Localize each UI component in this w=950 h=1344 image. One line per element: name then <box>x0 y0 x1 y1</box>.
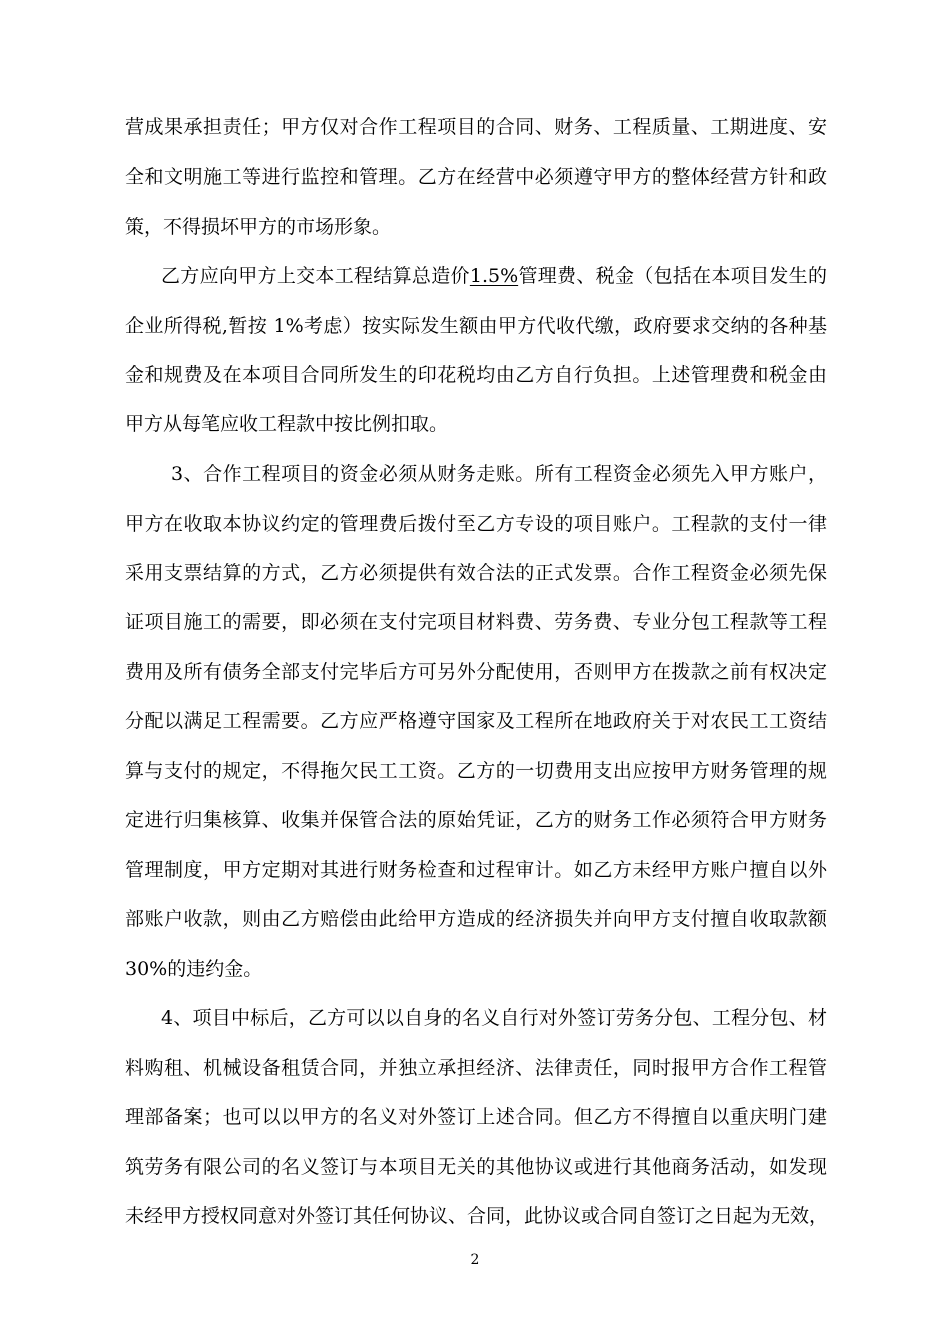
text-segment: 管理费、税金（包括在本项目发生的 <box>518 265 827 287</box>
text-line: 筑劳务有限公司的名义签订与本项目无关的其他协议或进行其他商务活动，如发现 <box>125 1156 827 1178</box>
text-line: 策，不得损坏甲方的市场形象。 <box>125 216 392 238</box>
text-line: 定进行归集核算、收集并保管合法的原始凭证，乙方的财务工作必须符合甲方财务 <box>125 809 827 831</box>
text-line: 营成果承担责任；甲方仅对合作工程项目的合同、财务、工程质量、工期进度、安 <box>125 116 827 138</box>
text-line: 甲方从每笔应收工程款中按比例扣取。 <box>125 413 449 435</box>
text-line: 全和文明施工等进行监控和管理。乙方在经营中必须遵守甲方的整体经营方针和政 <box>125 166 827 188</box>
text-line: 采用支票结算的方式，乙方必须提供有效合法的正式发票。合作工程资金必须先保 <box>125 562 827 584</box>
text-line <box>161 264 827 288</box>
text-line: 4、项目中标后，乙方可以以自身的名义自行对外签订劳务分包、工程分包、材 <box>161 1007 827 1029</box>
text-line: 分配以满足工程需要。乙方应严格遵守国家及工程所在地政府关于对农民工工资结 <box>125 710 827 732</box>
text-line: 3、合作工程项目的资金必须从财务走账。所有工程资金必须先入甲方账户， <box>171 463 827 485</box>
underlined-rate: 1.5% <box>469 265 519 287</box>
text-line: 理部备案；也可以以甲方的名义对外签订上述合同。但乙方不得擅自以重庆明门建 <box>125 1106 827 1128</box>
text-line: 未经甲方授权同意对外签订其任何协议、合同，此协议或合同自签订之日起为无效， <box>125 1205 829 1227</box>
text-line: 费用及所有债务全部支付完毕后方可另外分配使用，否则甲方在拨款之前有权决定 <box>125 661 827 683</box>
text-line: 算与支付的规定，不得拖欠民工工资。乙方的一切费用支出应按甲方财务管理的规 <box>125 760 827 782</box>
text-line: 料购租、机械设备租赁合同，并独立承担经济、法律责任，同时报甲方合作工程管 <box>125 1057 827 1079</box>
text-line: 甲方在收取本协议约定的管理费后拨付至乙方专设的项目账户。工程款的支付一律 <box>125 513 827 535</box>
text-line: 金和规费及在本项目合同所发生的印花税均由乙方自行负担。上述管理费和税金由 <box>125 364 827 386</box>
text-line: 企业所得税,暂按 1%考虑）按实际发生额由甲方代收代缴，政府要求交纳的各种基 <box>125 315 827 337</box>
text-line: 部账户收款，则由乙方赔偿由此给甲方造成的经济损失并向甲方支付擅自收取款额 <box>125 908 827 930</box>
text-line: 证项目施工的需要，即必须在支付完项目材料费、劳务费、专业分包工程款等工程 <box>125 611 827 633</box>
text-segment: 乙方应向甲方上交本工程结算总造价 <box>161 265 470 287</box>
text-line: 30%的违约金。 <box>125 958 263 980</box>
text-line: 管理制度，甲方定期对其进行财务检查和过程审计。如乙方未经甲方账户擅自以外 <box>125 859 827 881</box>
page-number: 2 <box>470 1252 480 1268</box>
